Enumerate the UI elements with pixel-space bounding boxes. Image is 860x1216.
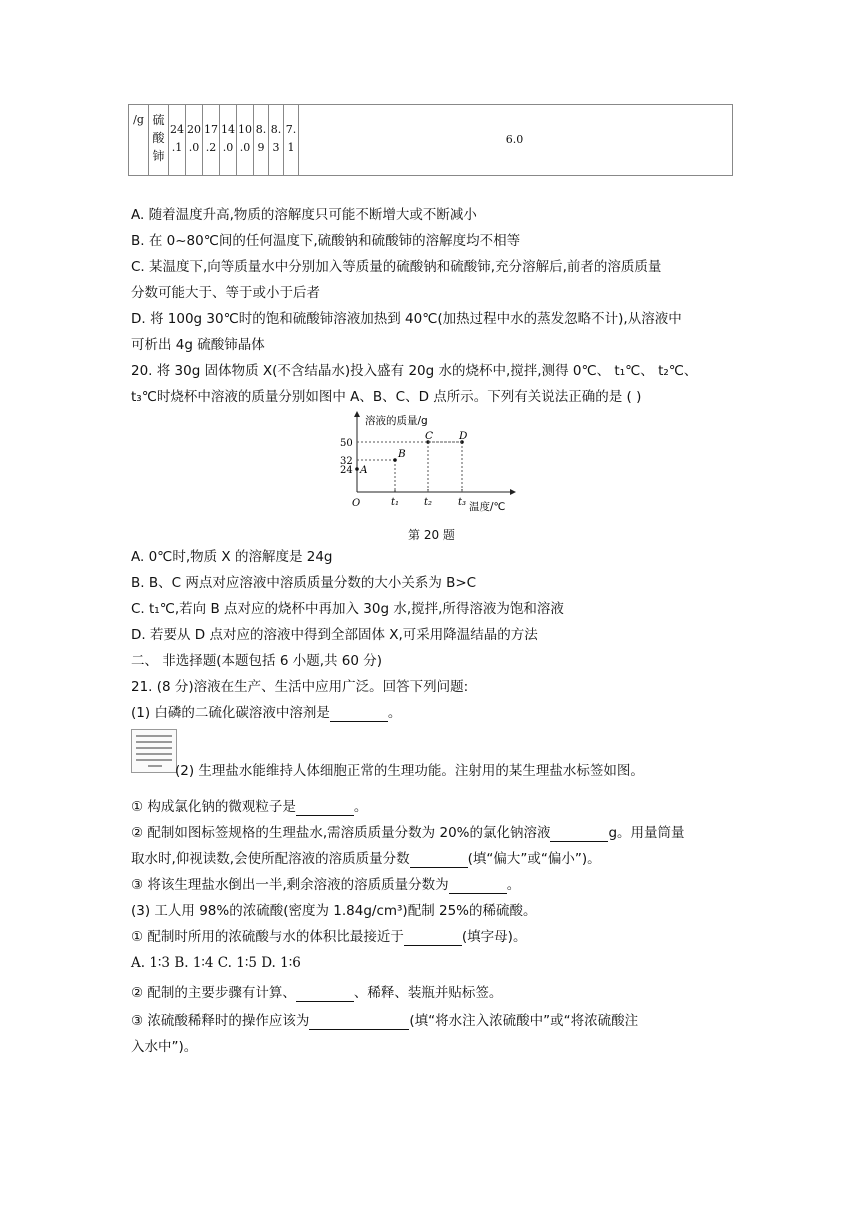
solution-mass-chart [335,408,525,518]
q19-option-b: B. 在 0~80℃间的任何温度下,硫酸钠和硫酸铈的溶解度均不相等 [131,233,521,249]
x-tick-label: t₃ [458,497,467,508]
q21-sub2-text: ② 配制如图标签规格的生理盐水,需溶质质量分数为 20%的氯化钠溶液 [131,825,551,841]
q21-part3-sub3-cont: 入水中”)。 [131,1039,198,1055]
cell-part: 3 [272,141,280,154]
q21-part1-end: 。 [387,705,402,721]
table-cell-last [299,105,730,175]
chart-marks [340,430,468,508]
section-heading: 二、 非选择题(本题包括 6 小题,共 60 分) [131,653,383,669]
q20-stem-line2: t₃℃时烧杯中溶液的质量分别如图中 A、B、C、D 点所示。下列有关说法正确的是 ( ) [131,389,642,405]
answer-blank[interactable] [296,987,354,1002]
q21-part2-sub2 [131,824,685,842]
table-cell [203,105,220,175]
cell-part: 8. [270,123,282,136]
table-cell [169,105,186,175]
q19-option-d: D. 将 100g 30℃时的饱和硫酸铈溶液加热到 40℃(加热过程中水的蒸发忽略不计),从溶液中 [131,311,682,327]
y-tick-label: 50 [340,438,353,449]
y-tick-label: 24 [340,465,353,476]
x-tick-label: t₂ [424,497,433,508]
cell-part: 7. [285,123,297,136]
cell-part: 20 [187,123,201,136]
q20-stem-line1: 20. 将 30g 固体物质 X(不含结晶水)投入盛有 20g 水的烧杯中,搅拌,测得 0℃、 t₁℃、 t₂℃、 [131,363,698,379]
cell-part: .0 [239,141,251,154]
q19-option-a: A. 随着温度升高,物质的溶解度只可能不断增大或不断减小 [131,207,477,223]
point-label: C [425,430,434,442]
solubility-table-fragment [128,104,733,176]
cell-part: .1 [171,141,183,154]
q21-sub3-end: 。 [506,877,521,893]
answer-blank[interactable] [330,707,388,722]
cell-part: .0 [188,141,200,154]
table-unit: /g [133,113,144,126]
cell-value: 6.0 [505,133,524,146]
q20-figure-caption: 第 20 题 [408,528,455,542]
point-label: A [360,464,368,476]
q21-part3-sub1-text: ① 配制时所用的浓硫酸与水的体积比最接近于 [131,929,404,945]
answer-blank[interactable] [404,931,462,946]
table-cell [284,105,299,175]
cell-part: .0 [222,141,234,154]
y-tick-label: 32 [340,456,353,467]
table-cell [237,105,254,175]
q21-part1 [131,704,401,722]
saline-label-image [131,729,177,773]
q19-option-c-cont: 分数可能大于、等于或小于后者 [131,285,320,301]
q21-part3-sub2 [131,984,502,1002]
cell-part: 17 [204,123,218,136]
q21-part3-sub3-text: ③ 浓硫酸稀释时的操作应该为 [131,1013,310,1029]
table-name-char: 硫 [152,113,165,127]
cell-part: 24 [170,123,184,136]
q21-part2-sub2-cont [131,850,601,868]
cell-part: 8. [255,123,267,136]
cell-part: 14 [221,123,235,136]
answer-blank[interactable] [550,827,608,842]
q21-sub2-end: g。用量筒量 [608,825,685,841]
q19-option-d-cont: 可析出 4g 硫酸铈晶体 [131,337,265,353]
answer-blank[interactable] [410,853,468,868]
q21-part3-sub3-end: (填“将水注入浓硫酸中”或“将浓硫酸注 [409,1013,639,1029]
data-point [393,458,397,462]
q21-sub1-end: 。 [353,799,368,815]
q21-part3-options: A. 1∶3 B. 1∶4 C. 1∶5 D. 1∶6 [131,955,301,971]
cell-part: .2 [205,141,217,154]
table-name-char: 酸 [152,131,165,145]
q21-part2-sub1 [131,798,367,816]
table-cell [269,105,284,175]
cell-part: 9 [257,141,265,154]
q21-part3-sub1-end: (填字母)。 [461,929,527,945]
x-axis-label: 温度/℃ [469,501,506,513]
answer-blank[interactable] [296,801,354,816]
q21-sub1-text: ① 构成氯化钠的微观粒子是 [131,799,296,815]
q21-part3-sub2-end: 、稀释、装瓶并贴标签。 [353,985,503,1001]
q21-part2: (2) 生理盐水能维持人体细胞正常的生理功能。注射用的某生理盐水标签如图。 [175,763,644,779]
point-label: D [459,430,468,442]
q19-option-c: C. 某温度下,向等质量水中分别加入等质量的硫酸钠和硫酸铈,充分溶解后,前者的溶质质量 [131,259,662,275]
q21-part1-text: (1) 白磷的二硫化碳溶液中溶剂是 [131,705,330,721]
q21-part3-sub2-text: ② 配制的主要步骤有计算、 [131,985,296,1001]
cell-part: 1 [287,141,295,154]
q20-option-d: D. 若要从 D 点对应的溶液中得到全部固体 X,可采用降温结晶的方法 [131,627,538,643]
q21-sub2b-text: 取水时,仰视读数,会使所配溶液的溶质质量分数 [131,851,410,867]
q20-option-c: C. t₁℃,若向 B 点对应的烧杯中再加入 30g 水,搅拌,所得溶液为饱和溶液 [131,601,564,617]
q20-option-b: B. B、C 两点对应溶液中溶质质量分数的大小关系为 B>C [131,575,477,591]
y-axis-label: 溶液的质量/g [365,415,428,427]
table-unit-cell [129,105,149,175]
answer-blank[interactable] [449,879,507,894]
table-name-char: 铈 [152,149,165,163]
q21-part3-sub1 [131,928,526,946]
cell-part: 10 [238,123,252,136]
q21-part2-sub3 [131,876,520,894]
q21-sub3-text: ③ 将该生理盐水倒出一半,剩余溶液的溶质质量分数为 [131,877,449,893]
q21-part3-sub3 [131,1012,638,1030]
answer-blank[interactable] [309,1015,409,1030]
data-point [355,467,359,471]
q20-option-a: A. 0℃时,物质 X 的溶解度是 24g [131,549,333,565]
table-cell [220,105,237,175]
q21-part3: (3) 工人用 98%的浓硫酸(密度为 1.84g/cm³)配制 25%的稀硫酸。 [131,903,537,919]
point-label: B [398,448,406,460]
x-tick-label: t₁ [391,497,400,508]
q21-intro: 21. (8 分)溶液在生产、生活中应用广泛。回答下列问题: [131,679,469,695]
table-cell [186,105,203,175]
table-cell [254,105,269,175]
table-name-cell [149,105,169,175]
q21-sub2b-end: (填“偏大”或“偏小”)。 [467,851,601,867]
origin-label: O [352,498,361,509]
